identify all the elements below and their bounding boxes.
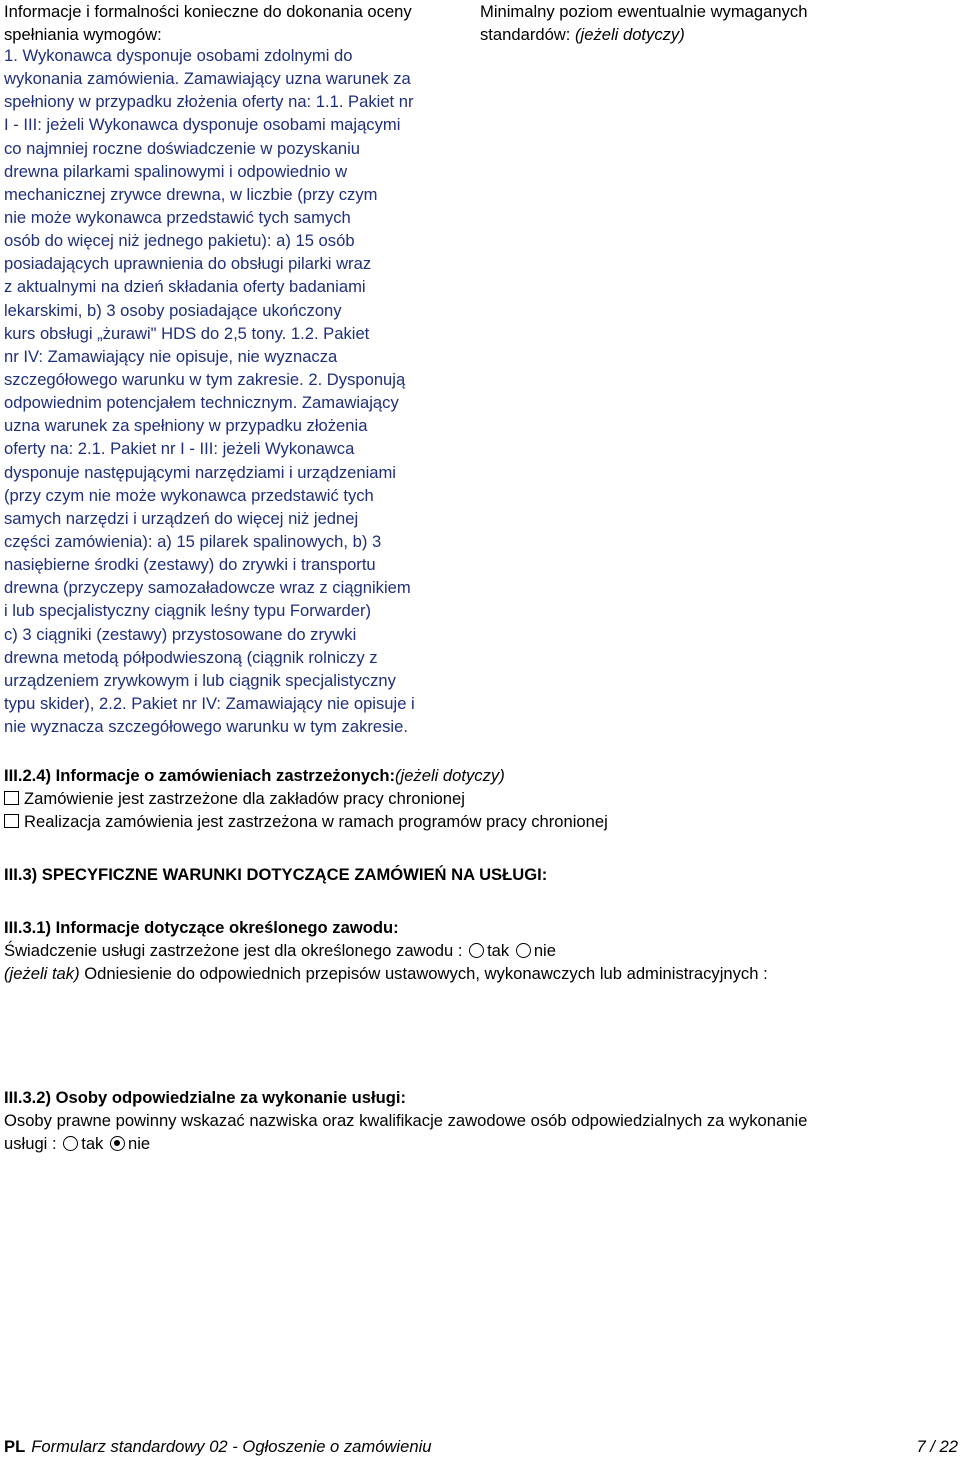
header-left-line1: Informacje i formalności konieczne do dokonania oceny: [4, 2, 412, 21]
responsible-radio-no-label: nie: [127, 1134, 151, 1153]
criteria-line: 1. Wykonawca dysponuje osobami zdolnymi do: [4, 46, 353, 65]
page-footer: [4, 1435, 958, 1458]
criteria-line: mechanicznej zrywce drewna, w liczbie (przy czym: [4, 184, 378, 204]
criteria-line: nr IV: Zamawiający nie opisuje, nie wyznacza: [4, 346, 338, 366]
criteria-line: posiadających uprawnienia do obsługi pilarki wraz: [4, 254, 372, 274]
criteria-line: drewna (przyczepy samozaładowcze wraz z ciągnikiem: [4, 578, 411, 598]
criteria-line: wykonania zamówienia. Zamawiający uzna warunek za: [4, 69, 411, 89]
checkbox-sheltered-workshops[interactable]: [4, 791, 19, 805]
criteria-line: c) 3 ciągniki (zestawy) przystosowane do zrywki: [4, 624, 357, 644]
section-iii-3-1: [4, 916, 944, 985]
profession-question-row: [4, 939, 944, 962]
criteria-line: oferty na: 2.1. Pakiet nr I - III: jeżeli Wykonawca: [4, 439, 355, 459]
profession-note-condition: (jeżeli tak): [4, 964, 80, 983]
profession-radio-no[interactable]: [516, 943, 531, 958]
header-left-column: [4, 0, 474, 46]
header-right-line2: [480, 23, 950, 46]
section-iii-3-heading: III.3) SPECYFICZNE WARUNKI DOTYCZĄCE ZAMÓWIEŃ NA USŁUGI:: [4, 865, 548, 884]
header-right-line2-text: standardów:: [480, 25, 576, 44]
criteria-line: nie może wykonawca przedstawić tych samych: [4, 207, 351, 227]
section-iii-3-2: [4, 1086, 944, 1155]
reserved-option-1: [4, 787, 944, 810]
responsible-persons-radio-row: [4, 1132, 944, 1155]
profession-radio-yes-label: tak: [487, 941, 510, 960]
reserved-option-2: [4, 810, 944, 833]
qualification-criteria-text: [4, 44, 480, 738]
reserved-option-1-label: Zamówienie jest zastrzeżone dla zakładów pracy chronionej: [24, 789, 465, 808]
header-right-column: [480, 0, 950, 46]
criteria-line: kurs obsługi „żurawi" HDS do 2,5 tony. 1.2. Pakiet: [4, 323, 370, 343]
criteria-line: z aktualnymi na dzień składania oferty badaniami: [4, 277, 366, 297]
criteria-line: drewna pilarkami spalinowymi i odpowiednio w: [4, 161, 348, 181]
criteria-line: nie wyznacza szczegółowego warunku w tym zakresie.: [4, 717, 408, 737]
criteria-line: spełniony w przypadku złożenia oferty na: 1.1. Pakiet nr: [4, 92, 414, 112]
criteria-line: I - III: jeżeli Wykonawca dysponuje osobami mającymi: [4, 115, 401, 135]
profession-note-text: Odniesienie do odpowiednich przepisów ustawowych, wykonawczych lub administracyjnych :: [79, 964, 768, 983]
responsible-persons-prefix: usługi :: [4, 1134, 57, 1153]
criteria-line: dysponuje następującymi narzędziami i urządzeniami: [4, 462, 396, 482]
profession-question: Świadczenie usługi zastrzeżone jest dla określonego zawodu :: [4, 941, 463, 960]
footer-form-title: Formularz standardowy 02 - Ogłoszenie o zamówieniu: [31, 1437, 432, 1456]
footer-page-number: 7 / 22: [916, 1437, 958, 1456]
responsible-persons-text: Osoby prawne powinny wskazać nazwiska oraz kwalifikacje zawodowe osób odpowiedzialnych za wykonanie: [4, 1111, 808, 1130]
criteria-line: i lub specjalistyczny ciągnik leśny typu Forwarder): [4, 601, 372, 621]
responsible-radio-yes[interactable]: [63, 1136, 78, 1151]
criteria-line: uzna warunek za spełniony w przypadku złożenia: [4, 416, 368, 436]
criteria-line: samych narzędzi i urządzeń do więcej niż jednej: [4, 508, 359, 528]
section-iii-3: [4, 863, 944, 886]
criteria-line: szczegółowego warunku w tym zakresie. 2. Dysponują: [4, 369, 406, 389]
profession-radio-no-label: nie: [533, 941, 556, 960]
responsible-radio-no[interactable]: [110, 1136, 125, 1151]
section-iii-2-4-heading: III.2.4) Informacje o zamówieniach zastrzeżonych:: [4, 766, 395, 785]
criteria-line: części zamówienia): a) 15 pilarek spalinowych, b) 3: [4, 531, 382, 551]
header-right-line1: Minimalny poziom ewentualnie wymaganych: [480, 2, 808, 21]
section-iii-2-4-heading-row: [4, 764, 944, 787]
responsible-radio-yes-label: tak: [81, 1134, 104, 1153]
criteria-line: typu skider), 2.2. Pakiet nr IV: Zamawiający nie opisuje i: [4, 693, 415, 713]
criteria-line: nasiębierne środki (zestawy) do zrywki i transportu: [4, 555, 376, 575]
header-right-line2-note: (jeżeli dotyczy): [575, 25, 685, 44]
profession-note-row: [4, 962, 944, 985]
criteria-line: drewna metodą półpodwieszoną (ciągnik rolniczy z: [4, 647, 378, 667]
criteria-line: urządzeniem zrywkowym i lub ciągnik specjalistyczny: [4, 670, 396, 690]
criteria-line: osób do więcej niż jednego pakietu): a) 15 osób: [4, 231, 355, 251]
section-iii-3-2-heading: III.3.2) Osoby odpowiedzialne za wykonanie usługi:: [4, 1088, 407, 1107]
checkbox-sheltered-programmes[interactable]: [4, 814, 19, 828]
footer-language: PL: [4, 1437, 26, 1456]
reserved-option-2-label: Realizacja zamówienia jest zastrzeżona w ramach programów pracy chronionej: [24, 812, 608, 831]
criteria-line: lekarskimi, b) 3 osoby posiadające ukończony: [4, 300, 342, 320]
criteria-line: co najmniej roczne doświadczenie w pozyskaniu: [4, 138, 361, 158]
header-left-line2: spełniania wymogów:: [4, 25, 162, 44]
criteria-line: (przy czym nie może wykonawca przedstawić tych: [4, 485, 374, 505]
section-iii-3-1-heading: III.3.1) Informacje dotyczące określonego zawodu:: [4, 918, 399, 937]
section-iii-2-4-heading-note: (jeżeli dotyczy): [394, 766, 505, 785]
profession-radio-yes[interactable]: [469, 943, 484, 958]
criteria-line: odpowiednim potencjałem technicznym. Zamawiający: [4, 393, 399, 413]
section-iii-2-4: [4, 764, 944, 833]
